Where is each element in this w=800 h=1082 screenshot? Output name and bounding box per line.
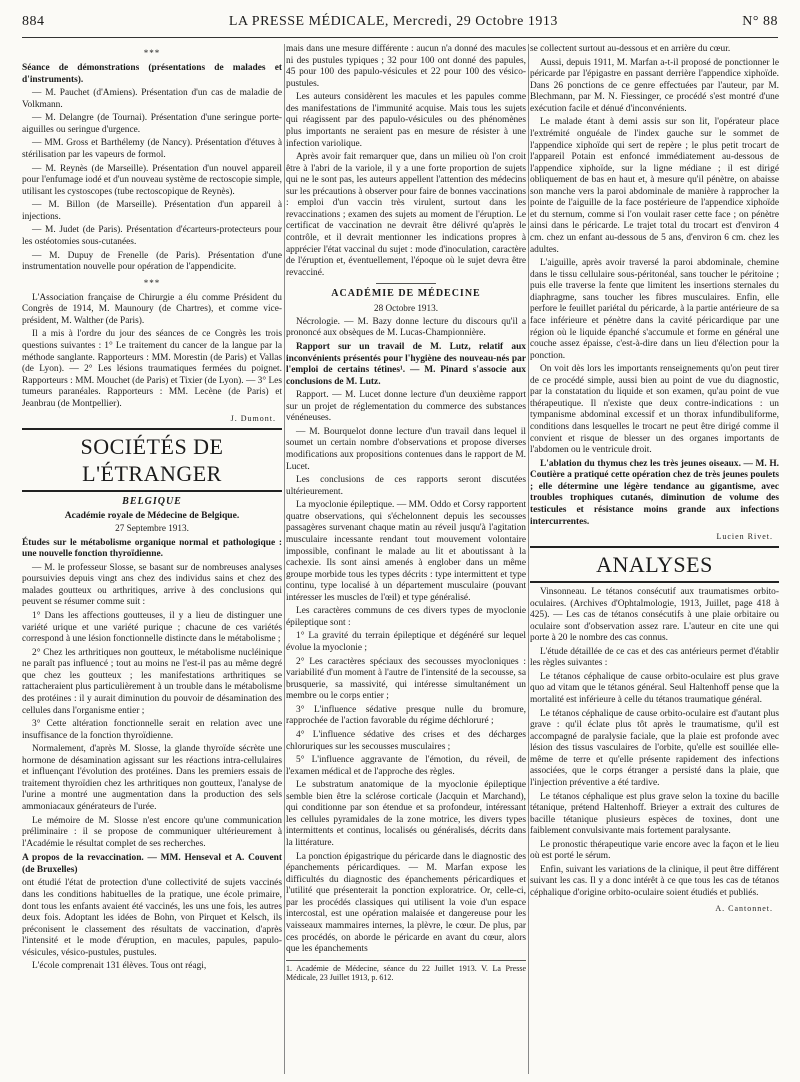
- paragraph: Il a mis à l'ordre du jour des séances de ce Congrès les trois questions suivantes : 1° Le traitement du cancer de la langue par la méthode sanglante. Rapporteurs : MM. Morestin (de Paris) et Vallas (de Lyon). — 2° Les lésions traumatiques fermées du poignet. Rapporteurs : MM. Mouchet (de Paris) et Tixier (de Lyon). — 3° Les tumeurs paranéales. Rapporteurs : MM. Lecène (de Paris) et Jeanbrau (de Montpellier).: [22, 329, 282, 409]
- paragraph: 1° La gravité du terrain épileptique et dégénéré sur lequel évolue la myoclonie ;: [286, 631, 526, 654]
- paragraph: Le mémoire de M. Slosse n'est encore qu'une communication préliminaire : il se propose de communiquer ultérieurement à l'Académie le résultat complet de ses recherches.: [22, 815, 282, 849]
- column-1: [22, 44, 282, 1074]
- paragraph: 1° Dans les affections goutteuses, il y a lieu de distinguer une variété urique et une variété purique ; chacune de ces variétés correspond à une lésion fonctionnelle distincte dans le métabolisme ;: [22, 611, 282, 645]
- paragraph: — M. Reynès (de Marseille). Présentation d'un nouvel appareil pour l'enfumage iodé et d'un nouveau système de rectoscopie simple, utilisant les cystoscopes (tube rectoscopique de Reynès).: [22, 163, 282, 197]
- signature: Lucien Rivet.: [716, 532, 773, 542]
- paragraph: L'aiguille, après avoir traversé la paroi abdominale, chemine dans le tissu cellulaire sous-péritonéal, sans toucher le péritoine ; puis elle traverse la fente que limitent les insertions sternales du diaphragme, sans toucher les fibres musculaires. Enfin, elle perfore le feuillet pariétal du péricarde, à la partie antérieure de sa face inférieure et pénètre dans la cavité péricardique par une région où le liquide épanché s'accumule et forme en général une couche assez épaisse, c'est-à-dire dans un lieu d'élection pour la ponction.: [530, 258, 779, 361]
- signature: J. Dumont.: [230, 414, 276, 424]
- paragraph: — M. le professeur Slosse, se basant sur de nombreuses analyses poursuivies depuis vingt ans chez des individus sains et chez des malades goutteux ou arthritiques, arrive à des conclusions qui peuvent se résumer comme suit :: [22, 562, 282, 608]
- journal-title: LA PRESSE MÉDICALE, Mercredi, 29 Octobre 1913: [228, 14, 558, 29]
- column-2: [286, 44, 526, 1074]
- section-stars: ***: [143, 48, 161, 58]
- paragraph: 5° L'influence aggravante de l'émotion, du réveil, de l'examen médical et de l'approche des règles.: [286, 755, 526, 777]
- paragraph: se collectent surtout au-dessous et en arrière du cœur.: [530, 44, 731, 54]
- section-title: ANALYSES: [530, 546, 779, 583]
- paragraph: 4° L'influence sédative des crises et des décharges chloruriques sur les secousses musculaires ;: [286, 729, 526, 752]
- session-date: 27 Septembre 1913.: [115, 523, 189, 534]
- paragraph: Le substratum anatomique de la myoclonie épileptique semble bien être la sclérose corticale (Jacquin et Marchand), qui conditionne par son étendue et sa profondeur, intéressant les cellules pyramidales de la zone motrice, les divers types intermittents et continus, localisés ou généralisés, décrits dans la littérature.: [286, 780, 526, 849]
- issue-number: N° 88: [742, 14, 778, 29]
- section-title: SOCIÉTÉS DE L'ÉTRANGER: [22, 428, 282, 492]
- signature: A. Cantonnet.: [715, 903, 773, 913]
- paragraph: Rapport sur un travail de M. Lutz, relatif aux inconvénients présentés pour l'hygiène des nouveau-nés par l'emploi de certains tétines¹. — M. Pinard s'associe aux conclusions de M. Lutz.: [286, 341, 526, 387]
- paragraph: Vinsonneau. Le tétanos consécutif aux traumatismes orbito-oculaires. (Archives d'Ophtalmologie, 1913, Juillet, page 418 à 425). — Les cas de tétanos consécutifs à une plaie orbitaire ou oculaire sont d'observation assez rare. L'auteur en cite une qui porte à 20 le nombre des cas connus.: [530, 586, 779, 644]
- paragraph: — M. Dupuy de Frenelle (de Paris). Présentation d'une instrumentation nouvelle pour opération de l'appendicite.: [22, 250, 282, 273]
- column-divider: [284, 44, 285, 1074]
- header-rule: [22, 37, 778, 38]
- paragraph: — M. Billon (de Marseille). Présentation d'un appareil à injections.: [22, 200, 282, 222]
- paragraph: — MM. Gross et Barthélemy (de Nancy). Présentation d'étuves à stérilisation par les vapeurs de formol.: [22, 138, 282, 160]
- paragraph: Enfin, suivant les variations de la clinique, il peut être différent suivant les cas. Il y a donc intérêt à ce que tous les cas de tétanos céphalique d'origine orbito-oculaire soient étudiés et publiés.: [530, 864, 779, 898]
- paragraph: Les conclusions de ces rapports seront discutées ultérieurement.: [286, 475, 526, 497]
- paragraph: L'étude détaillée de ce cas et des cas antérieurs permet d'établir les règles suivantes :: [530, 646, 779, 669]
- column-divider: [528, 44, 529, 1074]
- paragraph: Les caractères communs de ces divers types de myoclonie épileptique sont :: [286, 606, 526, 628]
- divider: [376, 283, 436, 284]
- country-heading: BELGIQUE: [122, 496, 182, 508]
- paragraph: Le tétanos céphalique de cause orbito-oculaire est plus grave quo ad vitam que le tétanos général. Seul Haltenhoff pense que la mortalité est inférieure à celle du tétanos traumatique général.: [530, 671, 779, 705]
- paragraph: L'Association française de Chirurgie a élu comme Président du Congrès de 1914, M. Maunoury (de Chartres), et comme vice-président, M. Walther (de Paris).: [22, 292, 282, 326]
- paragraph: Le tétanos céphalique est plus grave selon la toxine du bacille tétanique, prétend Haltenhoff. Brieyer a extrait des cultures de bacille tétanique plusieurs espèces de toxines, dont une faiblement convulsivante mais fortement paralysante.: [530, 791, 779, 837]
- paragraph: Le tétanos céphalique de cause orbito-oculaire est d'autant plus grave : qu'il éclate plus tôt après le traumatisme, qu'il est accompagné de paralysie faciale, que la plaie est profonde avec lésion des tissus vasculaires de l'orbite, qu'elle est souillée elle-même de terre et qu'elle présente rapidement des infections associées, que le corps étranger a persisté dans la plaie, que l'injection préventive a été tardive.: [530, 708, 779, 788]
- paragraph: On voit dès lors les importants renseignements qu'on peut tirer de ce procédé simple, aussi bien au point de vue du diagnostic, par la constatation du liquide et son examen, qu'au point de vue thérapeutique. Il n'existe que deux contre-indications : un tympanisme abdominal excessif et un thorax infundibuliforme, conditions dans lesquelles le trocart ne peut être dirigé comme il convient et risque de blesser un des organes importants de l'abdomen ou le ventricule droit.: [530, 364, 779, 456]
- paragraph: Aussi, depuis 1911, M. Marfan a-t-il proposé de ponctionner le péricarde par l'épigastre en passant derrière l'appendice xiphoïde. Dans 26 ponctions de ce genre effectuées par l'auteur, par M. Blechmann, par M. N. Fiessinger, ce procédé s'est montré d'une exécution facile et dénué d'inconvénients.: [530, 57, 779, 114]
- paragraph: — M. Delangre (de Tournai). Présentation d'une seringue porte-aiguilles ou seringue d'urgence.: [22, 113, 282, 135]
- paragraph: L'école comprenait 131 élèves. Tous ont réagi,: [32, 961, 207, 972]
- paragraph: 3° Cette altération fonctionnelle serait en relation avec une insuffisance de la fonction thyroïdienne.: [22, 719, 282, 741]
- paragraph: La myoclonie épileptique. — MM. Oddo et Corsy rapportent quatre observations, qui s'échelonnent depuis les secousses passagères survenant chaque matin au réveil jusqu'à l'agitation musculaire incessante rendant tout mouvement volontaire impossible, confinant le malade au lit et aboutissant à la cachexie. Ils sont ainsi amenés à englober dans un même groupe morbide tous les types décrits : type intermittent et type continu, type localisé à un département musculaire (pouvant intéresser les muscles de l'œil) et type généralisé.: [286, 500, 526, 603]
- paragraph: 2° Chez les arthritiques non goutteux, le métabolisme nucléinique ne paraît pas influencé ; tout au moins ne l'est-il pas au même degré que chez les goutteux ; les manifestations arthritiques se rattacheraient plus particulièrement à un trouble dans le métabolisme des protéines : il y aurait diminution du pouvoir de désamination des cellules dans l'organisme entier ;: [22, 647, 282, 716]
- footnote: 1. Académie de Médecine, séance du 22 Juillet 1913. V. La Presse Médicale, 23 Juillet 1913, p. 612.: [286, 960, 526, 983]
- paragraph: Après avoir fait remarquer que, dans un milieu où l'on croit être à l'abri de la variole, il y a une forte proportion de sujets qui ne le sont pas, les auteurs appellent l'attention des médecins sur les précautions à observer pour faire de bonnes vaccinations : emploi d'un vaccin très virulent, surtout dans les revaccinations ; examen des sujets au moment de l'éruption. Le certificat de vaccination ne devrait être délivré qu'après le contrôle, et il devrait mentionner les indications propres à apprécier l'état vaccinal du sujet : mode d'inoculation, caractère de l'éruption et, éventuellement, l'époque où le sujet devra être revacciné.: [286, 152, 526, 278]
- paragraph: ont étudié l'état de protection d'une collectivité de sujets vaccinés dans les conditions habituelles de la pratique, une école primaire, dont tous les enfants avaient été vaccinés, les uns une fois, les autres deux fois. Adoptant les idées de Bohn, von Pirquet et Kelsch, ils préconisent le classement des résultats de vaccination, d'après l'intensité et le mode d'éruption, en macules, papules, papulo-vésicules, vésico-pustules, pustules.: [22, 878, 282, 958]
- paragraph: 2° Les caractères spéciaux des secousses myocloniques : variabilité d'un moment à l'autre de l'intensité de la secousse, sa brusquerie, sa massivité, qui intéresse simultanément un membre ou le corps entier ;: [286, 656, 526, 702]
- paragraph: — M. Bourquelot donne lecture d'un travail dans lequel il soumet un certain nombre d'observations et propose diverses modifications aux propositions contenues dans le rapport de M. Lucet.: [286, 426, 526, 472]
- paragraph: Rapport. — M. Lucet donne lecture d'un deuxième rapport sur un projet de réglementation du commerce des substances vénéneuses.: [286, 390, 526, 424]
- page-header: [22, 10, 778, 34]
- paragraph: — M. Pauchet (d'Amiens). Présentation d'un cas de maladie de Volkmann.: [22, 88, 282, 110]
- paragraph: 3° L'influence sédative presque nulle du bromure, rapprochée de l'action favorable du régime déchloruré ;: [286, 704, 526, 727]
- paragraph: Les auteurs considèrent les macules et les papules comme des manifestations de l'immunité acquise. Mais tous les sujets qui réagissent par des papulo-vésicules ou des phénomènes plus importants ne seraient pas en mesure de résister à une infection variolique.: [286, 92, 526, 149]
- page-number: 884: [22, 14, 45, 29]
- session-date: 28 Octobre 1913.: [373, 302, 439, 313]
- section-stars: ***: [143, 277, 161, 288]
- paragraph: La ponction épigastrique du péricarde dans le diagnostic des épanchements péricardiques. — M. Marfan expose les difficultés du diagnostic des épanchements péricardiques et l'utilité que présenterait la ponction exploratrice. Or, celle-ci, par les procédés classiques qui utilisent la voie d'un espace intercostal, est une opération malaisée et dangereuse pour les vaisseaux mammaires internes, la plèvre, le cœur. De plus, par ces procédés, on aborde le péricarde en avant du cœur, alors que les épanchements: [286, 851, 526, 955]
- column-3: [530, 44, 779, 1074]
- paragraph: L'ablation du thymus chez les très jeunes oiseaux. — M. H. Coutière a pratiqué cette opération chez de très jeunes poulets ; elle détermine une légère tendance au gigantisme, avec troubles trophiques cutanés, diminution de volume des testicules et résistance moins grande aux infections intercurrentes.: [530, 458, 779, 527]
- paragraph: Le malade étant à demi assis sur son lit, l'opérateur place l'extrémité onguéale de l'index gauche sur le sommet de l'appendice xiphoïde qui sert de repère ; le plus petit trocart de l'appareil Potain est enfoncé immédiatement au-dessous de l'appendice xiphoïde, sur la ligne médiane ; il est dirigé obliquement de bas en haut et, à mesure qu'il pénètre, on abaisse son manche vers la paroi abdominale de manière à rapprocher la pointe de l'aiguille de la face postérieure de l'appendice xiphoïde et du sternum, comme si l'on voulait raser cette face ; on pénètre ainsi dans le péricarde. Le trajet total du trocart est d'environ 4 cm. chez un enfant au-dessous de 5 ans, d'environ 6 cm. chez les adultes.: [530, 117, 779, 255]
- topic-heading: A propos de la revaccination. — MM. Henseval et A. Couvent (de Bruxelles): [22, 853, 282, 875]
- section-title: ACADÉMIE DE MÉDECINE: [331, 288, 481, 300]
- paragraph: Le pronostic thérapeutique varie encore avec la façon et le lieu où est porté le sérum.: [530, 839, 779, 862]
- academy-name: Académie royale de Médecine de Belgique.: [64, 509, 240, 521]
- paragraph: — M. Judet (de Paris). Présentation d'écarteurs-protecteurs pour les ostéotomies sous-cutanées.: [22, 225, 282, 247]
- paragraph: mais dans une mesure différente : aucun n'a donné des macules ni des pustules typiques ; 32 pour 100 ont donné des papules, 45 pour 100 des papulo-vésicules et 22 pour 100 des vésico-pustules.: [286, 44, 526, 89]
- paragraph: Normalement, d'après M. Slosse, la glande thyroïde sécrète une hormone de désamination agissant sur les réactions intra-cellulaires et influençant l'évolution des protéines. Dans les premiers essais de traitement thyroïdien chez les arthritiques non goutteux, l'analyse de l'urine a montré une augmentation dans la production des sels ammoniacaux générateurs de l'urée.: [22, 744, 282, 813]
- topic-heading: Études sur le métabolisme organique normal et pathologique : une nouvelle fonction thyroïdienne.: [22, 537, 282, 560]
- paragraph: Nécrologie. — M. Bazy donne lecture du discours qu'il a prononcé aux obsèques de M. Lucas-Championnière.: [286, 316, 526, 339]
- section-heading: Séance de démonstrations (présentations de malades et d'instruments).: [22, 63, 282, 85]
